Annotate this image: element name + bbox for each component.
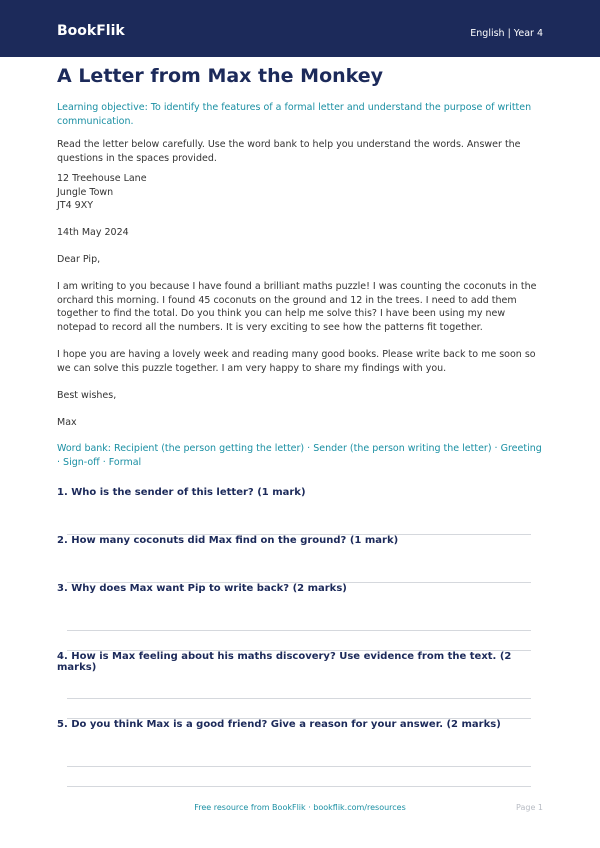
question-2: 2. How many coconuts did Max find on the ground? (1 mark) — [57, 535, 399, 546]
brand-logo[interactable]: BookFlik — [57, 23, 125, 39]
letter-greeting: Dear Pip, — [57, 254, 101, 265]
answer-line[interactable] — [67, 766, 531, 767]
answer-line[interactable] — [67, 786, 531, 787]
question-4: 4. How is Max feeling about his maths discovery? Use evidence from the text. (2 marks) — [57, 651, 512, 673]
word-bank: Word bank: Recipient (the person getting the letter) · Sender (the person writing the letter) · Greeting · Sign-off · Formal — [57, 443, 542, 468]
page-header — [0, 0, 600, 57]
page-number: Page 1 — [516, 803, 543, 812]
letter-signoff: Best wishes, — [57, 390, 117, 401]
answer-line[interactable] — [67, 698, 531, 699]
address-line: 12 Treehouse Lane — [57, 173, 147, 184]
letter-paragraph: I hope you are having a lovely week and reading many good books. Please write back to me soon so we can solve this puzzle together. I am very happy to share my findings with you. — [57, 349, 536, 374]
subject-year-label: English | Year 4 — [470, 28, 543, 39]
letter-address — [57, 172, 547, 213]
footer-link[interactable]: Free resource from BookFlik · bookflik.com/resources — [194, 803, 406, 812]
instructions: Read the letter below carefully. Use the word bank to help you understand the words. Answer the questions in the spaces provided. — [57, 139, 521, 164]
address-line: JT4 9XY — [57, 200, 94, 211]
letter-date: 14th May 2024 — [57, 227, 129, 238]
question-1: 1. Who is the sender of this letter? (1 mark) — [57, 487, 306, 498]
letter-paragraph: I am writing to you because I have found a brilliant maths puzzle! I was counting the coconuts in the orchard this morning. I found 45 coconuts on the ground and 12 in the trees. I need to add them together to find the total. Do you think you can help me solve this? I have been using my new notepad to record all the numbers. It is very exciting to see how the patterns fit together. — [57, 281, 537, 333]
page-title: A Letter from Max the Monkey — [57, 65, 384, 87]
learning-objective: Learning objective: To identify the features of a formal letter and understand the purpose of written communication. — [57, 102, 532, 127]
question-5: 5. Do you think Max is a good friend? Give a reason for your answer. (2 marks) — [57, 719, 501, 730]
letter-signature: Max — [57, 417, 77, 428]
answer-line[interactable] — [67, 630, 531, 631]
question-3: 3. Why does Max want Pip to write back? (2 marks) — [57, 583, 347, 594]
address-line: Jungle Town — [57, 186, 114, 198]
